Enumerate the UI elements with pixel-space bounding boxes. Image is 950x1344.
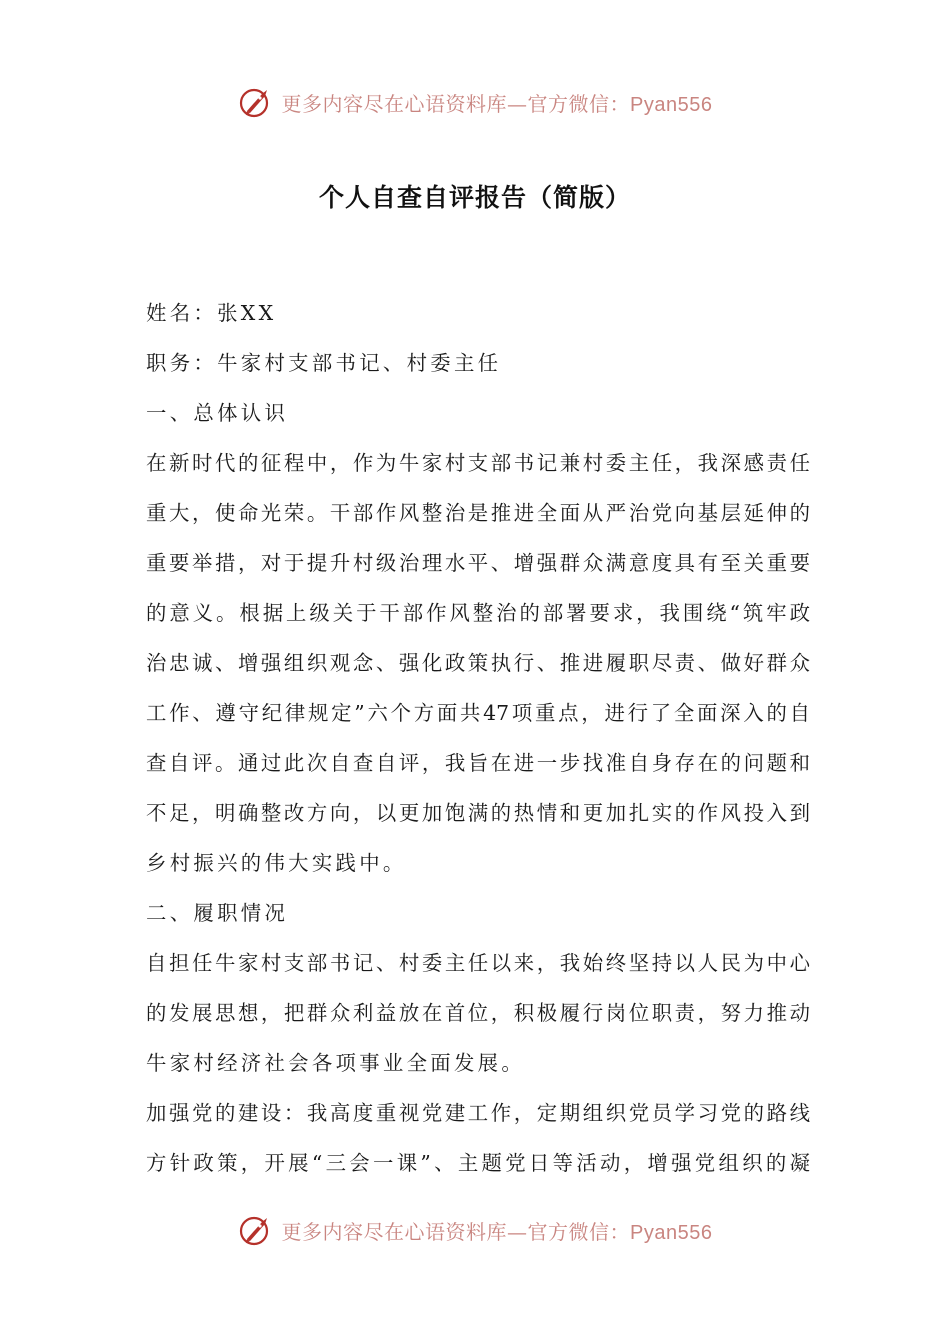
watermark-banner-top [0,80,950,124]
watermark-wechat-id: Pyan556 [630,1221,713,1244]
watermark-text: 更多内容尽在心语资料库—官方微信：Pyan556 [281,91,713,116]
paragraph-line: 在新时代的征程中，作为牛家村支部书记兼村委主任，我深感责任 [146,451,810,475]
pen-nib-logo-icon [238,1212,274,1248]
paragraph-line: 治忠诚、增强组织观念、强化政策执行、推进履职尽责、做好群众 [146,651,810,675]
paragraph-line: 重要举措，对于提升村级治理水平、增强群众满意度具有至关重要 [146,551,810,575]
paragraph-line: 乡村振兴的伟大实践中。 [146,851,407,875]
watermark-text: 更多内容尽在心语资料库—官方微信：Pyan556 [281,1219,713,1244]
name-line: 姓名：张XX [146,301,277,325]
position-line: 职务：牛家村支部书记、村委主任 [146,351,502,375]
paragraph-line: 方针政策，开展“三会一课”、主题党日等活动，增强党组织的凝 [146,1151,810,1175]
document-title: 个人自查自评报告（简版） [318,183,631,212]
section-heading-duties: 二、履职情况 [146,901,289,925]
paragraph-line: 加强党的建设：我高度重视党建工作，定期组织党员学习党的路线 [146,1101,810,1125]
paragraph-line: 的发展思想，把群众利益放在首位，积极履行岗位职责，努力推动 [146,1001,810,1025]
watermark-banner-bottom [0,1208,950,1252]
watermark-wechat-id: Pyan556 [630,93,713,116]
paragraph-line: 工作、遵守纪律规定”六个方面共47项重点，进行了全面深入的自 [146,701,810,725]
paragraph-line: 牛家村经济社会各项事业全面发展。 [146,1051,526,1075]
paragraph-line: 不足，明确整改方向，以更加饱满的热情和更加扎实的作风投入到 [146,801,810,825]
paragraph-line: 查自评。通过此次自查自评，我旨在进一步找准自身存在的问题和 [146,751,810,775]
paragraph-line: 自担任牛家村支部书记、村委主任以来，我始终坚持以人民为中心 [146,951,810,975]
paragraph-line: 重大，使命光荣。干部作风整治是推进全面从严治党向基层延伸的 [146,501,810,525]
section-heading-overall: 一、总体认识 [146,401,289,425]
pen-nib-logo-icon [238,84,274,120]
document-body [146,288,810,1188]
paragraph-line: 的意义。根据上级关于干部作风整治的部署要求，我围绕“筑牢政 [146,601,810,625]
